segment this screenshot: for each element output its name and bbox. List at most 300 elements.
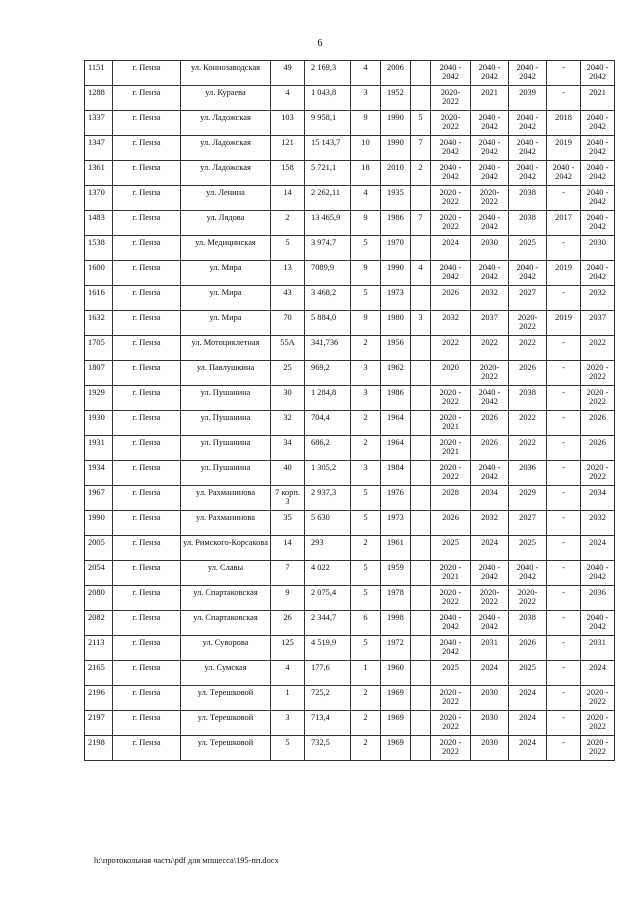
table-cell: 5 (271, 236, 305, 261)
table-cell: 9 (351, 111, 381, 136)
table-row (85, 336, 615, 361)
table-cell: 1632 (85, 311, 113, 336)
table-cell: - (547, 236, 581, 261)
table-cell: 2020 - 2022 (431, 686, 471, 711)
table-cell: ул. Рахманинова (181, 511, 271, 536)
table-cell: 2034 (471, 486, 509, 511)
table-cell: 9 (351, 261, 381, 286)
table-cell: - (547, 61, 581, 86)
table-cell: 2 937,3 (305, 486, 351, 511)
table-cell: 2019 (547, 136, 581, 161)
table-cell: 1990 (381, 136, 411, 161)
table-cell: 1 (271, 686, 305, 711)
table-cell: 2030 (471, 736, 509, 761)
table-cell: 341,736 (305, 336, 351, 361)
table-cell: 1370 (85, 186, 113, 211)
table-cell: ул. Пушанина (181, 411, 271, 436)
table-cell: г. Пенза (113, 236, 181, 261)
table-cell: 49 (271, 61, 305, 86)
table-cell: 2030 (471, 236, 509, 261)
table-cell: г. Пенза (113, 486, 181, 511)
table-cell: 1929 (85, 386, 113, 411)
table-cell: г. Пенза (113, 136, 181, 161)
table-cell: 2020 - 2022 (581, 686, 615, 711)
table-cell: 5 (411, 111, 431, 136)
table-cell: 2040 - 2042 (431, 161, 471, 186)
table-cell: 2026 (581, 411, 615, 436)
table-cell: 3 (351, 386, 381, 411)
table-row (85, 436, 615, 461)
table-cell: 2026 (509, 361, 547, 386)
table-cell: - (547, 611, 581, 636)
table-cell: 2040 - 2042 (471, 611, 509, 636)
table-cell: г. Пенза (113, 336, 181, 361)
table-cell: 2040 - 2042 (431, 636, 471, 661)
file-path-footer: h:\протокольная часть\pdf для мпшесса\195-пп.docx (94, 856, 279, 865)
table-cell: 1538 (85, 236, 113, 261)
table-cell: ул. Римского-Корсакова (181, 536, 271, 561)
table-cell: 2165 (85, 661, 113, 686)
table-cell: 2032 (471, 286, 509, 311)
table-cell: - (547, 486, 581, 511)
table-cell: - (547, 336, 581, 361)
table-row (85, 311, 615, 336)
table-cell: 2019 (547, 311, 581, 336)
table-cell: 2032 (431, 311, 471, 336)
table-cell: 2022 (509, 336, 547, 361)
table-body (85, 61, 615, 761)
table-cell: 2026 (509, 636, 547, 661)
table-cell: г. Пенза (113, 211, 181, 236)
table-cell: г. Пенза (113, 636, 181, 661)
table-cell: 2080 (85, 586, 113, 611)
table-cell: - (547, 361, 581, 386)
table-cell: ул. Ленина (181, 186, 271, 211)
table-cell: 2026 (471, 411, 509, 436)
table-cell: 293 (305, 536, 351, 561)
table-cell: 2040 - 2042 (509, 261, 547, 286)
table-cell: 2040 - 2042 (431, 136, 471, 161)
table-cell: 7 (411, 211, 431, 236)
table-cell: 2026 (581, 436, 615, 461)
table-cell: г. Пенза (113, 511, 181, 536)
table-cell: 10 (351, 136, 381, 161)
table-cell: 2020- 2022 (471, 186, 509, 211)
table-cell: - (547, 586, 581, 611)
table-cell (411, 86, 431, 111)
table-cell: 2031 (581, 636, 615, 661)
table-cell: 2020 - 2022 (581, 386, 615, 411)
table-cell: 1990 (381, 111, 411, 136)
table-cell: ул. Медицинская (181, 236, 271, 261)
table-cell: 2026 (471, 436, 509, 461)
table-cell: 2024 (471, 536, 509, 561)
table-cell: г. Пенза (113, 561, 181, 586)
table-cell: 2024 (509, 711, 547, 736)
table-cell: 2040 - 2042 (471, 161, 509, 186)
table-cell: 2020 - 2022 (431, 461, 471, 486)
table-cell: г. Пенза (113, 611, 181, 636)
table-cell: 2020 - 2022 (431, 586, 471, 611)
table-cell: 2020 - 2022 (431, 211, 471, 236)
table-cell: 2026 (431, 286, 471, 311)
table-cell: 2054 (85, 561, 113, 586)
table-cell: г. Пенза (113, 411, 181, 436)
table-cell: 4 (411, 261, 431, 286)
table-cell: ул. Ладожская (181, 161, 271, 186)
table-cell: 969,2 (305, 361, 351, 386)
table-cell (411, 61, 431, 86)
table-cell: 3 (351, 86, 381, 111)
table-cell: - (547, 686, 581, 711)
table-row (85, 111, 615, 136)
table-cell: 3 (351, 361, 381, 386)
table-cell: 2 169,3 (305, 61, 351, 86)
table-cell: 4 (351, 186, 381, 211)
table-cell: 43 (271, 286, 305, 311)
table-cell: 2020 - 2022 (431, 386, 471, 411)
table-cell: 2020- 2022 (431, 111, 471, 136)
table-row (85, 561, 615, 586)
table-cell: 14 (271, 536, 305, 561)
table-cell: 6 (351, 611, 381, 636)
table-cell: 2024 (509, 686, 547, 711)
table-cell: 1976 (381, 486, 411, 511)
table-row (85, 461, 615, 486)
table-cell: 2019 (547, 261, 581, 286)
table-cell: 2020 - 2022 (581, 711, 615, 736)
table-cell: 3 (271, 711, 305, 736)
table-cell: 2022 (471, 336, 509, 361)
table-cell: 158 (271, 161, 305, 186)
table-cell: 32 (271, 411, 305, 436)
table-cell: 2040 - 2042 (509, 561, 547, 586)
table-cell: 2020- 2022 (509, 311, 547, 336)
table-cell: г. Пенза (113, 86, 181, 111)
table-cell: - (547, 536, 581, 561)
table-cell: 7 (271, 561, 305, 586)
table-cell: 9 (271, 586, 305, 611)
table-cell: г. Пенза (113, 436, 181, 461)
table-cell: 2040 - 2042 (509, 136, 547, 161)
table-cell: г. Пенза (113, 586, 181, 611)
table-cell: 1483 (85, 211, 113, 236)
table-row (85, 611, 615, 636)
table-cell: г. Пенза (113, 386, 181, 411)
table-cell: 2040 - 2042 (581, 61, 615, 86)
table-cell: 4 (271, 86, 305, 111)
table-cell: 1973 (381, 511, 411, 536)
table-cell: - (547, 736, 581, 761)
table-cell: 2027 (509, 286, 547, 311)
table-row (85, 286, 615, 311)
table-cell: 1952 (381, 86, 411, 111)
table-cell: 26 (271, 611, 305, 636)
table-cell: 4 (351, 61, 381, 86)
table-cell: 1361 (85, 161, 113, 186)
table-row (85, 61, 615, 86)
table-cell: 2 (351, 686, 381, 711)
table-cell: 1973 (381, 286, 411, 311)
table-cell: 2024 (509, 736, 547, 761)
table-cell: 1959 (381, 561, 411, 586)
table-cell: 4 022 (305, 561, 351, 586)
table-cell: г. Пенза (113, 61, 181, 86)
table-cell: 1956 (381, 336, 411, 361)
table-cell: 2005 (85, 536, 113, 561)
table-cell: 35 (271, 511, 305, 536)
table-cell: 1964 (381, 436, 411, 461)
table-cell: - (547, 86, 581, 111)
table-cell (411, 186, 431, 211)
table-cell: 1967 (85, 486, 113, 511)
table-row (85, 211, 615, 236)
table-cell: 1998 (381, 611, 411, 636)
table-cell: 3 (351, 461, 381, 486)
table-cell: 5 721,1 (305, 161, 351, 186)
table-cell: - (547, 386, 581, 411)
table-row (85, 636, 615, 661)
table-cell: 2027 (509, 511, 547, 536)
table-cell: 2025 (509, 236, 547, 261)
table-cell: 70 (271, 311, 305, 336)
table-cell: 2032 (581, 286, 615, 311)
table-cell: 2 (351, 536, 381, 561)
table-cell: - (547, 436, 581, 461)
table-cell: 732,5 (305, 736, 351, 761)
table-cell: 2020 - 2022 (431, 711, 471, 736)
table-cell: 18 (351, 161, 381, 186)
table-cell: ул. Спартаковская (181, 611, 271, 636)
table-cell: 1934 (85, 461, 113, 486)
table-cell: ул. Терешковой (181, 736, 271, 761)
table-cell: 2025 (509, 661, 547, 686)
table-cell: 2020- 2022 (471, 586, 509, 611)
table-cell: 1961 (381, 536, 411, 561)
table-cell: 2030 (471, 686, 509, 711)
table-cell: 2 (271, 211, 305, 236)
table-cell: 2020 - 2022 (581, 736, 615, 761)
table-cell: 2022 (509, 411, 547, 436)
table-cell: 2021 (581, 86, 615, 111)
table-cell: ул. Спартаковская (181, 586, 271, 611)
table-cell: 2 (351, 411, 381, 436)
table-cell: 4 519,9 (305, 636, 351, 661)
table-cell (411, 711, 431, 736)
table-cell: 704,4 (305, 411, 351, 436)
table-cell: 2024 (581, 661, 615, 686)
table-cell: 2022 (581, 336, 615, 361)
table-row (85, 686, 615, 711)
table-cell: ул. Терешковой (181, 686, 271, 711)
table-cell: 1969 (381, 686, 411, 711)
table-cell (411, 511, 431, 536)
table-cell: 1347 (85, 136, 113, 161)
table-cell (411, 336, 431, 361)
table-cell: 2040 - 2042 (471, 111, 509, 136)
table-cell: 2040 - 2042 (581, 111, 615, 136)
table-cell: - (547, 561, 581, 586)
table-row (85, 411, 615, 436)
table-cell: 7089,9 (305, 261, 351, 286)
table-cell (411, 436, 431, 461)
table-cell: 2 075,4 (305, 586, 351, 611)
table-cell: г. Пенза (113, 736, 181, 761)
table-cell (411, 486, 431, 511)
table-cell: 34 (271, 436, 305, 461)
table-cell: 2040 - 2042 (509, 61, 547, 86)
table-cell: 2020 - 2021 (431, 561, 471, 586)
housing-registry-table (84, 60, 615, 761)
table-cell: 25 (271, 361, 305, 386)
table-cell: 2040 - 2042 (581, 611, 615, 636)
table-cell: 30 (271, 386, 305, 411)
table-cell: 686,2 (305, 436, 351, 461)
table-cell: 2040 - 2042 (431, 261, 471, 286)
table-cell: 725,2 (305, 686, 351, 711)
table-cell: 1337 (85, 111, 113, 136)
table-row (85, 511, 615, 536)
table-cell: 1978 (381, 586, 411, 611)
table-cell: 1935 (381, 186, 411, 211)
table-cell: 2196 (85, 686, 113, 711)
table-cell: 2032 (471, 511, 509, 536)
table-cell: 2006 (381, 61, 411, 86)
table-row (85, 86, 615, 111)
table-cell: 2040 - 2042 (431, 61, 471, 86)
table-cell: г. Пенза (113, 111, 181, 136)
table-cell: 2198 (85, 736, 113, 761)
table-cell: ул. Ладожская (181, 136, 271, 161)
table-cell: 2036 (509, 461, 547, 486)
table-cell: ул. Рахманинова (181, 486, 271, 511)
table-cell: 2030 (471, 711, 509, 736)
table-cell: 2020 - 2022 (581, 361, 615, 386)
table-cell: 2040 - 2042 (471, 386, 509, 411)
table-cell: 2017 (547, 211, 581, 236)
table-cell: ул. Славы (181, 561, 271, 586)
table-cell (411, 661, 431, 686)
table-cell: ул. Суворова (181, 636, 271, 661)
table-cell: 2025 (431, 661, 471, 686)
table-cell: г. Пенза (113, 711, 181, 736)
table-cell: 7 корп. 3 (271, 486, 305, 511)
table-cell: 2039 (509, 86, 547, 111)
table-cell: 2022 (431, 336, 471, 361)
table-cell: 2040 - 2042 (581, 136, 615, 161)
table-row (85, 486, 615, 511)
table-cell (411, 561, 431, 586)
table-row (85, 136, 615, 161)
table-cell: 2040 - 2042 (509, 161, 547, 186)
table-cell: ул. Пушанина (181, 461, 271, 486)
table-cell: 2034 (581, 486, 615, 511)
table-cell: 2010 (381, 161, 411, 186)
table-cell (411, 736, 431, 761)
table-cell: 1980 (381, 311, 411, 336)
table-cell (411, 536, 431, 561)
table-cell: 2020 (431, 361, 471, 386)
table-cell: 1970 (381, 236, 411, 261)
table-cell: 2038 (509, 186, 547, 211)
table-cell: ул. Лядова (181, 211, 271, 236)
table-cell: 2018 (547, 111, 581, 136)
table-cell: - (547, 186, 581, 211)
table-cell: 5 (351, 511, 381, 536)
table-cell: 2024 (581, 536, 615, 561)
table-cell: 13 465,9 (305, 211, 351, 236)
table-row (85, 186, 615, 211)
table-cell: ул. Коннозаводская (181, 61, 271, 86)
table-cell (411, 236, 431, 261)
table-cell: 1 284,8 (305, 386, 351, 411)
table-cell: 2020- 2022 (471, 361, 509, 386)
table-cell (411, 686, 431, 711)
table-cell: 2 (351, 711, 381, 736)
table-cell: 9 958,1 (305, 111, 351, 136)
table-cell: 1931 (85, 436, 113, 461)
table-cell: 2 (351, 736, 381, 761)
table-cell: 4 (271, 661, 305, 686)
table-cell: 1990 (85, 511, 113, 536)
table-cell: 9 (351, 311, 381, 336)
table-cell: 1960 (381, 661, 411, 686)
table-cell: 2038 (509, 611, 547, 636)
table-cell: ул. Павлушкина (181, 361, 271, 386)
table-cell: г. Пенза (113, 686, 181, 711)
table-cell: ул. Кураева (181, 86, 271, 111)
table-cell: 1616 (85, 286, 113, 311)
table-cell: 2 (411, 161, 431, 186)
table-cell: г. Пенза (113, 461, 181, 486)
table-cell (411, 386, 431, 411)
table-cell: 121 (271, 136, 305, 161)
table-cell: 713,4 (305, 711, 351, 736)
table-cell: 15 143,7 (305, 136, 351, 161)
table-cell: 2040 - 2042 (431, 611, 471, 636)
table-cell: 2040 - 2042 (471, 461, 509, 486)
table-cell: 2040 - 2042 (581, 161, 615, 186)
table-cell: 3 974,7 (305, 236, 351, 261)
table-cell: г. Пенза (113, 536, 181, 561)
table-cell: 5 884,0 (305, 311, 351, 336)
table-cell: 2038 (509, 211, 547, 236)
table-cell: 1972 (381, 636, 411, 661)
table-cell: - (547, 286, 581, 311)
table-cell (411, 411, 431, 436)
table-cell: 2040 - 2042 (547, 161, 581, 186)
table-cell: ул. Мира (181, 311, 271, 336)
table-cell (411, 286, 431, 311)
table-cell: 1600 (85, 261, 113, 286)
table-cell: 1984 (381, 461, 411, 486)
table-cell: г. Пенза (113, 161, 181, 186)
table-cell: ул. Пушанина (181, 386, 271, 411)
table-cell: ул. Мира (181, 261, 271, 286)
table-cell: 2024 (471, 661, 509, 686)
table-cell: 40 (271, 461, 305, 486)
table-cell: 1288 (85, 86, 113, 111)
table-cell: 5 (271, 736, 305, 761)
table-cell: 2020- 2022 (509, 586, 547, 611)
table-cell: 2082 (85, 611, 113, 636)
table-cell: ул. Сумская (181, 661, 271, 686)
table-cell: 1151 (85, 61, 113, 86)
table-cell: 3 (411, 311, 431, 336)
table-cell: 2038 (509, 386, 547, 411)
table-cell: 2 344,7 (305, 611, 351, 636)
table-cell: 1986 (381, 211, 411, 236)
